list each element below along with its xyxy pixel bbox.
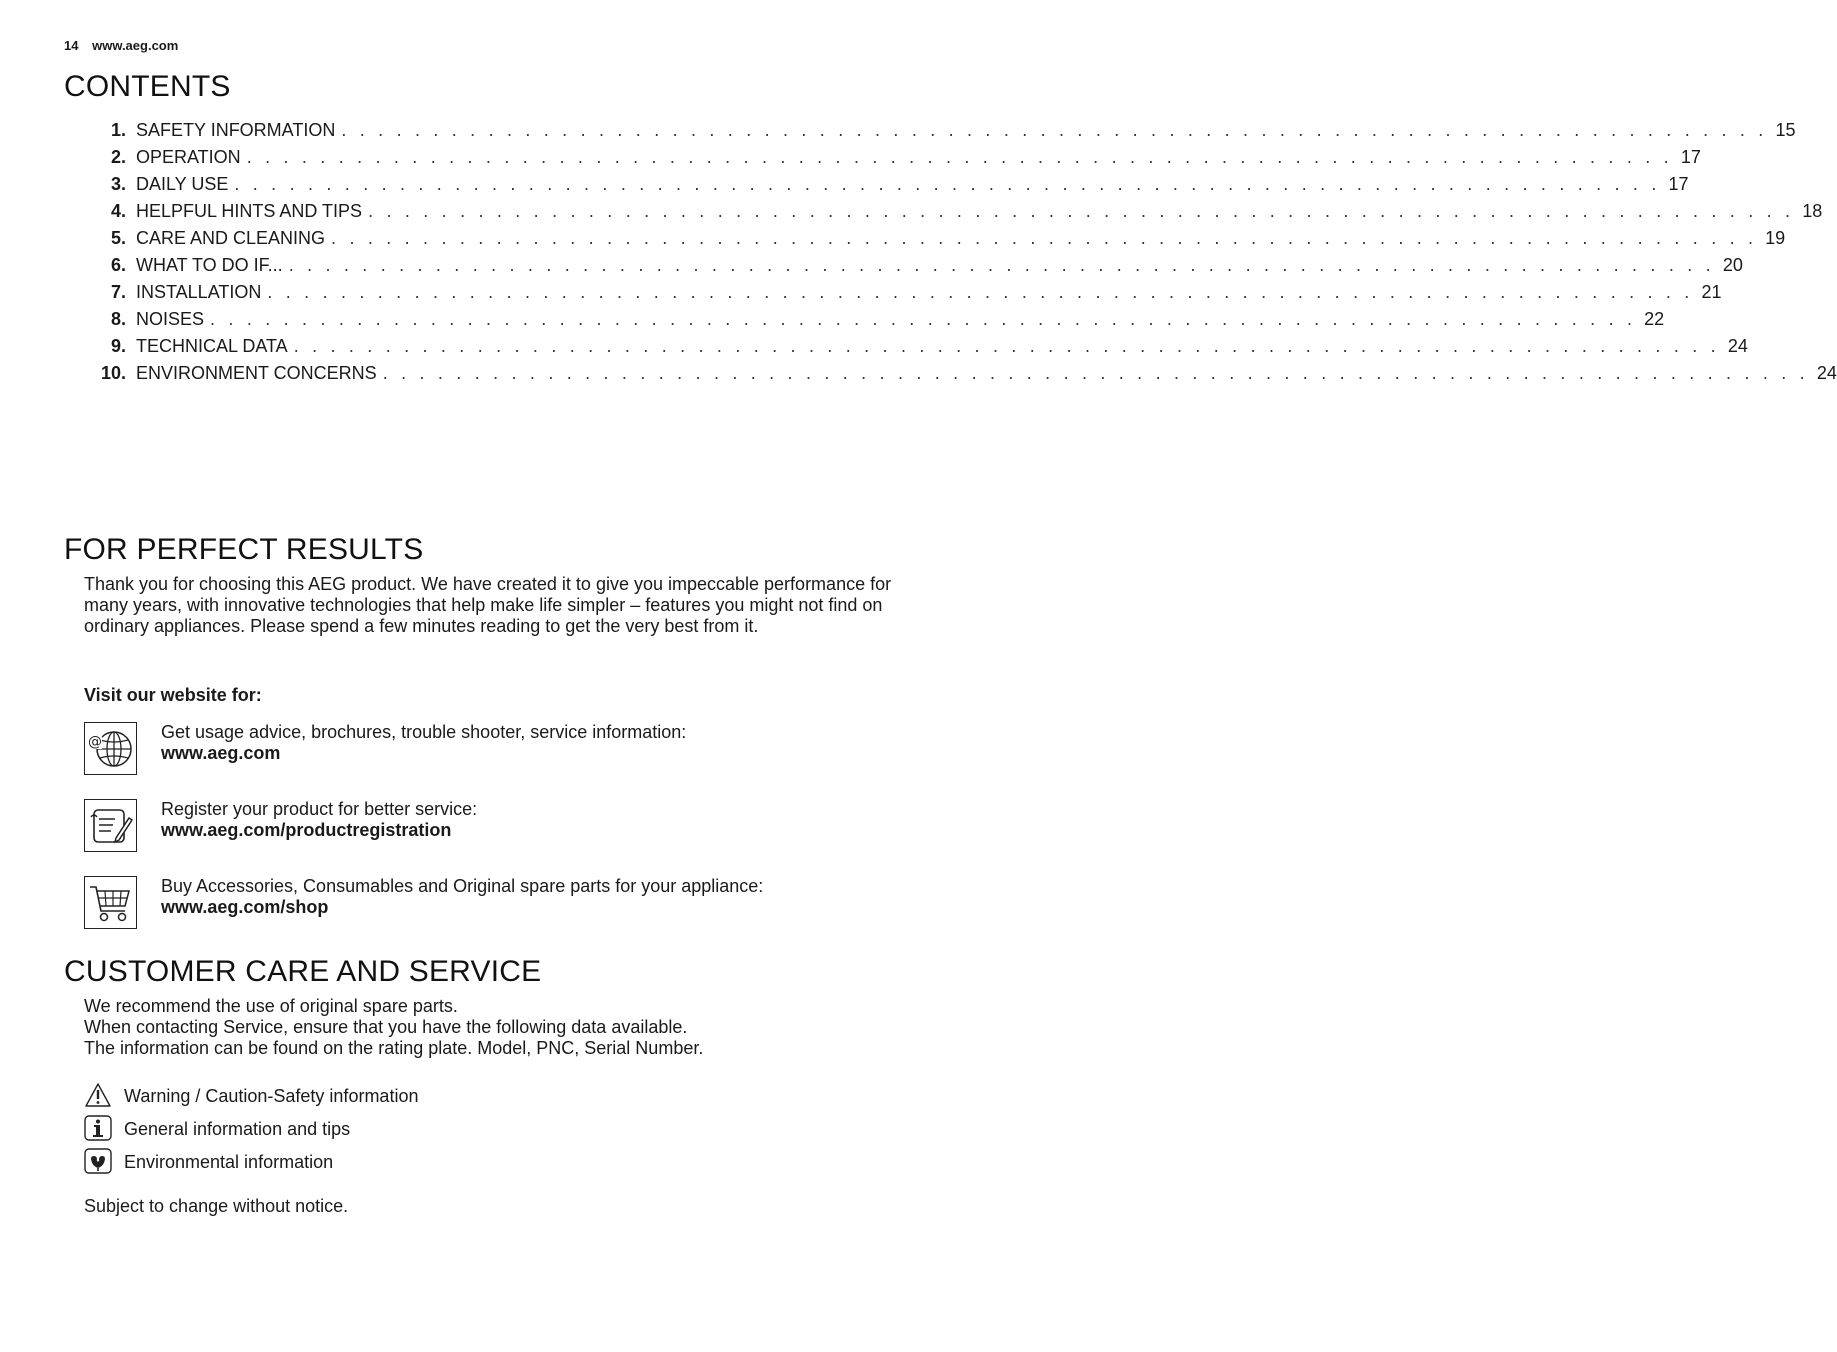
registration-icon <box>84 799 137 852</box>
toc-item-label: NOISES <box>136 309 205 329</box>
toc-item-number: 2. <box>110 147 126 167</box>
toc-item-page: 15 <box>1775 120 1796 140</box>
shop-link-url[interactable]: www.aeg.com/shop <box>161 897 329 917</box>
toc-item-number: 9. <box>110 336 126 356</box>
toc-item[interactable] <box>90 120 1796 147</box>
toc-leader-dots: . . . . . . . . . . . . . . . . . . . . . . . . . . . . . . . . . . . . . . . . . . . . . . . . . . . . . . . . . . . . . . . . . . . . . . . . . . . . . . <box>246 147 1673 167</box>
legend-item-info <box>84 1115 584 1143</box>
legend-item-warning <box>84 1082 584 1110</box>
website-link-url[interactable]: www.aeg.com <box>161 743 281 763</box>
toc-item-label: HELPFUL HINTS AND TIPS <box>136 201 363 221</box>
intro-paragraph: Thank you for choosing this AEG product. We have created it to give you impeccable performance for many years, with innovative technologies that help make life simpler – features you might not find on ordinary appliances. Please spend a few minutes reading to get the very best from it. <box>84 574 892 636</box>
registration-link-description: Register your product for better service: <box>161 799 478 819</box>
header-site-link[interactable]: www.aeg.com <box>92 38 179 53</box>
toc-item-page: 17 <box>1680 147 1701 167</box>
toc-item-page: 17 <box>1668 174 1689 194</box>
toc-item-label: OPERATION <box>136 147 241 167</box>
info-icon <box>84 1115 112 1141</box>
website-link-text <box>161 722 686 764</box>
toc-item[interactable] <box>90 336 1748 363</box>
toc-item-number: 8. <box>110 309 126 329</box>
toc-item-number: 1. <box>110 120 126 140</box>
toc-item-label: CARE AND CLEANING <box>136 228 326 248</box>
toc-leader-dots: . . . . . . . . . . . . . . . . . . . . . . . . . . . . . . . . . . . . . . . . . . . . . . . . . . . . . . . . . . . . . . . . . . . . . . . . . . . . . . <box>341 120 1768 140</box>
warning-icon <box>84 1082 112 1108</box>
customer-care-title: CUSTOMER CARE AND SERVICE <box>64 955 542 988</box>
toc-item-number: 4. <box>110 201 126 221</box>
toc-item[interactable] <box>90 255 1743 282</box>
toc-leader-dots: . . . . . . . . . . . . . . . . . . . . . . . . . . . . . . . . . . . . . . . . . . . . . . . . . . . . . . . . . . . . . . . . . . . . . . . . . . . . . . <box>234 174 1661 194</box>
globe-icon <box>84 722 137 775</box>
toc-item-page: 22 <box>1644 309 1665 329</box>
toc-item[interactable] <box>90 201 1823 228</box>
perfect-results-title: FOR PERFECT RESULTS <box>64 533 424 566</box>
toc-item-number: 3. <box>110 174 126 194</box>
toc-item-number: 10. <box>100 363 126 383</box>
toc-item[interactable] <box>90 282 1722 309</box>
legend-item-environment <box>84 1148 584 1176</box>
toc-item-label: TECHNICAL DATA <box>136 336 288 356</box>
change-notice: Subject to change without notice. <box>84 1196 349 1216</box>
toc-item[interactable] <box>90 228 1786 255</box>
shop-link-text <box>161 876 763 918</box>
customer-care-line: When contacting Service, ensure that you have the following data available. <box>84 1017 688 1037</box>
page-header <box>64 38 178 53</box>
toc-leader-dots: . . . . . . . . . . . . . . . . . . . . . . . . . . . . . . . . . . . . . . . . . . . . . . . . . . . . . . . . . . . . . . . . . . . . . . . . . . . . . . <box>288 255 1715 275</box>
customer-care-line: The information can be found on the rating plate. Model, PNC, Serial Number. <box>84 1038 704 1058</box>
toc-leader-dots: . . . . . . . . . . . . . . . . . . . . . . . . . . . . . . . . . . . . . . . . . . . . . . . . . . . . . . . . . . . . . . . . . . . . . . . . . . . . . . <box>331 228 1758 248</box>
website-link-description: Get usage advice, brochures, trouble shooter, service information: <box>161 722 687 742</box>
customer-care-text <box>84 996 899 1059</box>
toc-leader-dots: . . . . . . . . . . . . . . . . . . . . . . . . . . . . . . . . . . . . . . . . . . . . . . . . . . . . . . . . . . . . . . . . . . . . . . . . . . . . . . <box>382 363 1809 383</box>
toc-item[interactable] <box>90 309 1665 336</box>
toc-item[interactable] <box>90 363 1837 390</box>
toc-item-label: SAFETY INFORMATION <box>136 120 336 140</box>
toc-item-page: 21 <box>1701 282 1722 302</box>
toc-item[interactable] <box>90 147 1701 174</box>
environment-icon <box>84 1148 112 1174</box>
table-of-contents <box>90 120 1837 390</box>
toc-item[interactable] <box>90 174 1689 201</box>
toc-item-label: WHAT TO DO IF... <box>136 255 283 275</box>
toc-leader-dots: . . . . . . . . . . . . . . . . . . . . . . . . . . . . . . . . . . . . . . . . . . . . . . . . . . . . . . . . . . . . . . . . . . . . . . . . . . . . . . <box>267 282 1694 302</box>
toc-leader-dots: . . . . . . . . . . . . . . . . . . . . . . . . . . . . . . . . . . . . . . . . . . . . . . . . . . . . . . . . . . . . . . . . . . . . . . . . . . . . . . <box>293 336 1720 356</box>
toc-leader-dots: . . . . . . . . . . . . . . . . . . . . . . . . . . . . . . . . . . . . . . . . . . . . . . . . . . . . . . . . . . . . . . . . . . . . . . . . . . . . . . <box>368 201 1795 221</box>
toc-leader-dots: . . . . . . . . . . . . . . . . . . . . . . . . . . . . . . . . . . . . . . . . . . . . . . . . . . . . . . . . . . . . . . . . . . . . . . . . . . . . . . <box>210 309 1637 329</box>
svg-text:@: @ <box>88 734 102 750</box>
toc-item-number: 7. <box>110 282 126 302</box>
toc-item-page: 20 <box>1722 255 1743 275</box>
toc-item-label: DAILY USE <box>136 174 229 194</box>
toc-item-label: ENVIRONMENT CONCERNS <box>136 363 377 383</box>
toc-item-page: 18 <box>1802 201 1823 221</box>
toc-item-number: 5. <box>110 228 126 248</box>
registration-link-url[interactable]: www.aeg.com/productregistration <box>161 820 452 840</box>
visit-heading: Visit our website for: <box>84 685 262 705</box>
customer-care-line: We recommend the use of original spare parts. <box>84 996 458 1016</box>
toc-item-page: 24 <box>1816 363 1837 383</box>
legend-label: Warning / Caution-Safety information <box>124 1086 419 1106</box>
toc-item-page: 24 <box>1727 336 1748 356</box>
page-number: 14 <box>64 38 79 53</box>
toc-item-number: 6. <box>110 255 126 275</box>
toc-item-page: 19 <box>1765 228 1786 248</box>
shopping-cart-icon <box>84 876 137 929</box>
toc-item-label: INSTALLATION <box>136 282 262 302</box>
legend-label: Environmental information <box>124 1152 334 1172</box>
registration-link-text <box>161 799 477 841</box>
shop-link-description: Buy Accessories, Consumables and Original spare parts for your appliance: <box>161 876 764 896</box>
legend-label: General information and tips <box>124 1119 351 1139</box>
contents-title: CONTENTS <box>64 70 231 103</box>
